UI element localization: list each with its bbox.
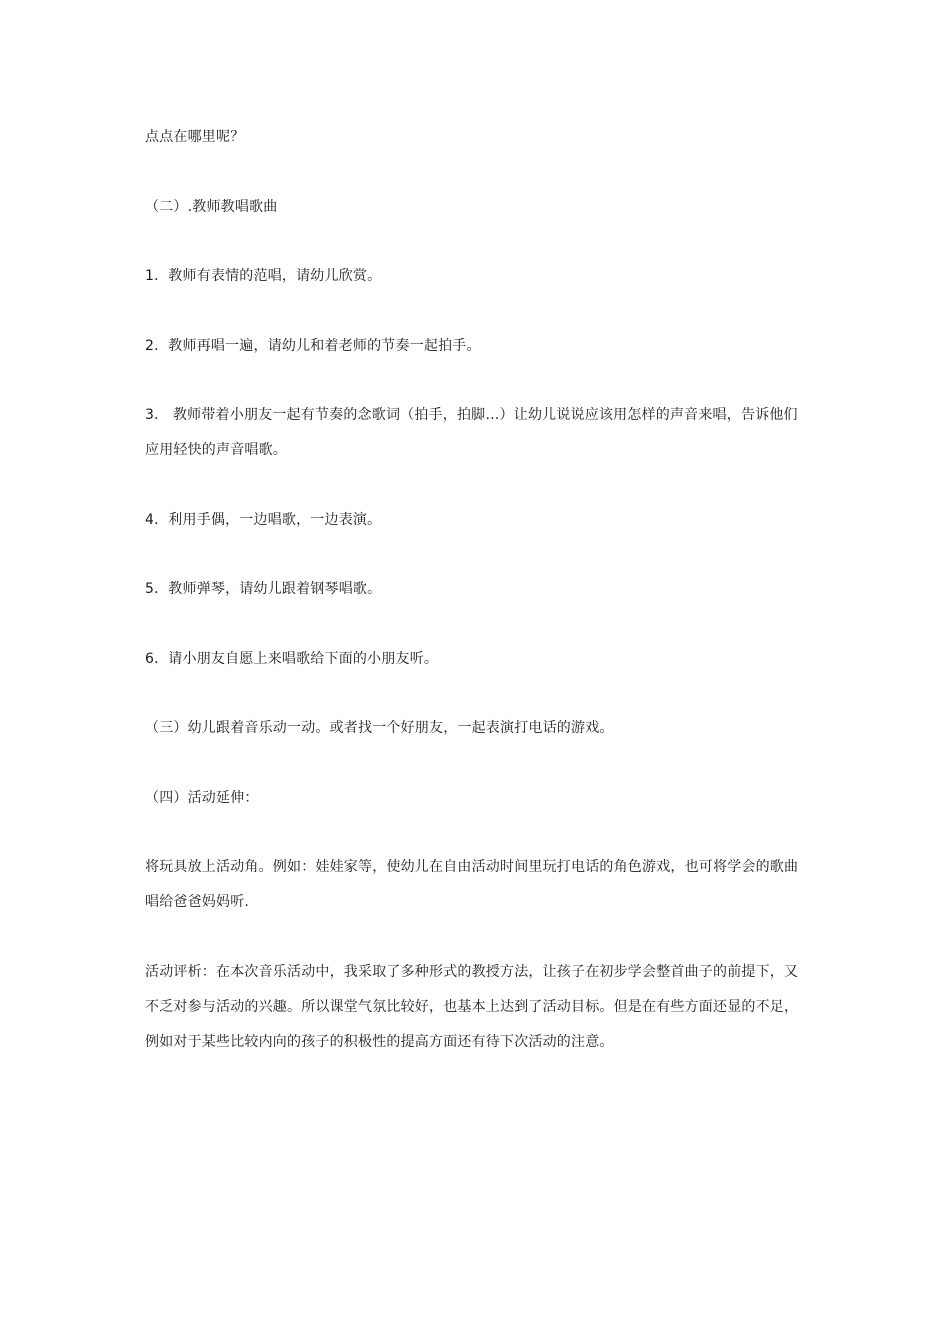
paragraph-extension-detail: 将玩具放上活动角。例如：娃娃家等，使幼儿在自由活动时间里玩打电话的角色游戏，也可将学会的歌曲唱给爸爸妈妈听.	[145, 859, 799, 910]
section-heading-activity-extension: （四）活动延伸：	[145, 790, 259, 806]
paragraph-activity-evaluation: 活动评析：在本次音乐活动中，我采取了多种形式的教授方法，让孩子在初步学会整首曲子的前提下，又不乏对参与活动的兴趣。所以课堂气氛比较好，也基本上达到了活动目标。但是在有些方面还显的不足，例如对于某些比较内向的孩子的积极性的提高方面还有待下次活动的注意。	[145, 964, 799, 1050]
section-heading-music-movement: （三）幼儿跟着音乐动一动。或者找一个好朋友，一起表演打电话的游戏。	[145, 720, 614, 736]
list-item-4: 4．利用手偶，一边唱歌，一边表演。	[145, 512, 382, 528]
section-heading-teaching-song: （二）.教师教唱歌曲	[145, 199, 278, 215]
list-item-1: 1．教师有表情的范唱，请幼儿欣赏。	[145, 268, 382, 284]
list-item-6: 6．请小朋友自愿上来唱歌给下面的小朋友听。	[145, 651, 439, 667]
list-item-5: 5．教师弹琴，请幼儿跟着钢琴唱歌。	[145, 581, 382, 597]
list-item-3: 3． 教师带着小朋友一起有节奏的念歌词（拍手，拍脚…）让幼儿说说应该用怎样的声音来唱，告诉他们应用轻快的声音唱歌。	[145, 407, 798, 458]
list-item-2: 2．教师再唱一遍，请幼儿和着老师的节奏一起拍手。	[145, 338, 481, 354]
paragraph-intro-question: 点点在哪里呢？	[145, 129, 245, 145]
